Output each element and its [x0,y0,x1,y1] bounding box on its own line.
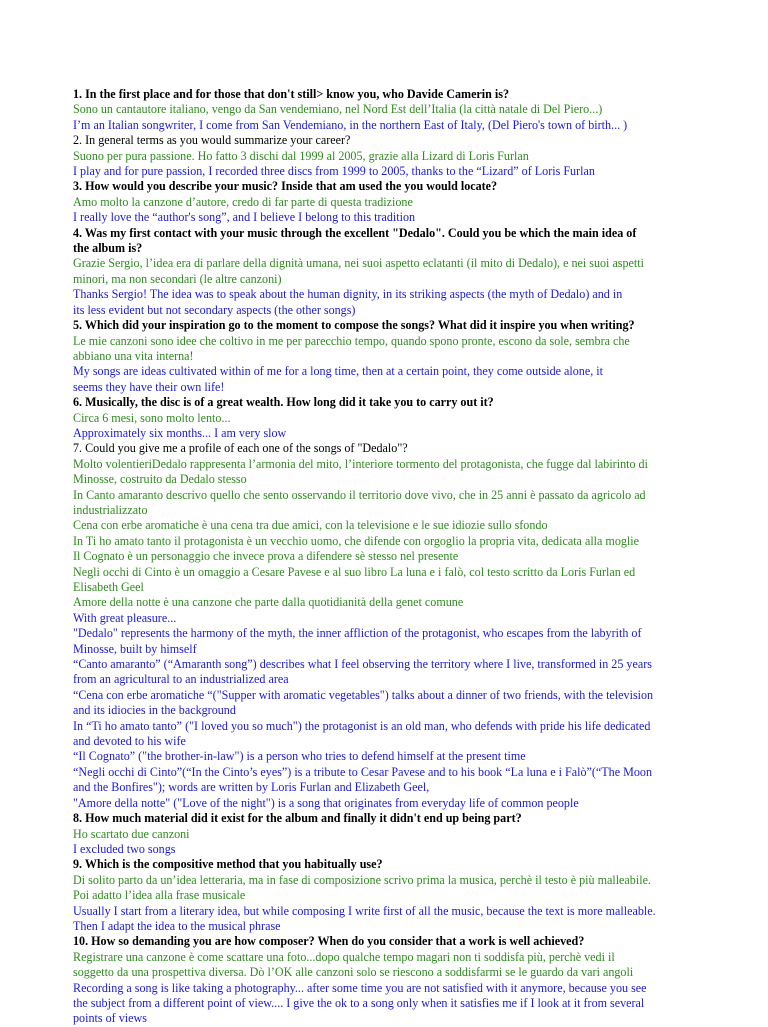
english-answer-line: With great pleasure... [73,610,177,625]
english-answer-line: I’m an Italian songwriter, I come from San Vendemiano, in the northern East of Italy, (Del Piero's town of birth... ) [73,117,628,132]
english-answer-line: My songs are ideas cultivated within of me for a long time, then at a certain point, they come outside alone, it [73,364,603,379]
italian-answer-line: Le mie canzoni sono idee che coltivo in me per parecchio tempo, quando spono pronte, escono da sole, sembra che [73,333,630,348]
english-answer-line: “Il Cognato” ("the brother-in-law") is a person who tries to defend himself at the present time [73,749,526,764]
english-answer-line: and devoted to his wife [73,734,186,749]
question-line: 2. In general terms as you would summarize your career? [73,133,351,148]
question-line: 5. Which did your inspiration go to the moment to compose the songs? What did it inspire you when writing? [73,318,635,333]
question-line: 8. How much material did it exist for the album and finally it didn't end up being part? [73,811,522,826]
english-answer-line: I really love the “author's song”, and I believe I belong to this tradition [73,210,416,225]
italian-answer-line: Circa 6 mesi, sono molto lento... [73,410,231,425]
italian-answer-line: Elisabeth Geel [73,580,144,594]
italian-answer-line: Poi adatto l’idea alla frase musicale [73,888,246,903]
italian-answer-line: In Canto amaranto descrivo quello che sento osservando il territorio dove vivo, che in 25 anni è passato da agricolo ad [73,487,646,502]
italian-answer-line: Molto volentieriDedalo rappresenta l’armonia del mito, l’interiore tormento del protagonista, che fugge dal labirinto di [73,456,648,471]
italian-answer-line: industrializzato [73,502,148,517]
question-line: 9. Which is the compositive method that you habitually use? [73,857,383,872]
italian-answer-line: Cena con erbe aromatiche è una cena tra due amici, con la televisione e le sue idiozie sullo sfondo [73,518,548,533]
english-answer-line: and the Bonfires"); words are written by Loris Furlan and Elizabeth Geel, [73,780,430,795]
italian-answer-line: Grazie Sergio, l’idea era di parlare della dignità umana, nei suoi aspetto eclatanti (il mito di Dedalo), e nei suoi aspetti [73,256,645,271]
english-answer-line: Thanks Sergio! The idea was to speak about the human dignity, in its striking aspects (the myth of Dedalo) and in [73,287,623,302]
italian-answer-line: Di solito parto da un’idea letteraria, ma in fase di composizione scrivo prima la musica, perchè il testo è più malleabile. [73,872,651,887]
question-line: 10. How so demanding you are how composer? When do you consider that a work is well achieved? [73,934,585,949]
english-answer-line: Usually I start from a literary idea, but while composing I write first of all the music, because the text is more malleable. [73,903,656,918]
english-answer-line: "Amore della notte" ("Love of the night") is a song that originates from everyday life of common people [73,795,579,810]
english-answer-line: I excluded two songs [73,841,176,856]
english-answer-line: “Canto amaranto” (“Amaranth song”) describes what I feel observing the territory where I live, transformed in 25 years [73,657,652,672]
italian-answer-line: abbiano una vita interna! [73,348,194,363]
question-line: 3. How would you describe your music? Inside that am used the you would locate? [73,179,498,194]
english-answer-line: Then I adapt the idea to the musical phrase [73,918,281,933]
english-answer-line: its less evident but not secondary aspects (the other songs) [73,302,356,317]
english-answer-line: "Dedalo" represents the harmony of the myth, the inner affliction of the protagonist, who escapes from the labyrith of [73,626,642,641]
english-answer-line: I play and for pure passion, I recorded three discs from 1999 to 2005, thanks to the “Lizard” of Loris Furlan [73,164,595,179]
english-answer-line: seems they have their own life! [73,379,225,394]
english-answer-line: “Cena con erbe aromatiche “("Supper with aromatic vegetables") talks about a dinner of two friends, with the television [73,687,654,702]
english-answer-line: “Negli occhi di Cinto”(“In the Cinto’s eyes”) is a tribute to Cesar Pavese and to his book “La luna e i Falò”(“The Moon [73,764,652,779]
english-answer-line: and its idiocies in the background [73,703,236,718]
english-answer-line: Minosse, built by himself [73,641,197,656]
italian-answer-line: soggetto da una prospettiva diversa. Dò l’OK alle canzoni solo se riescono a soddisfarmi se le guardo da vari angoli [73,965,634,980]
question-line: 4. Was my first contact with your music through the excellent "Dedalo". Could you be which the main idea of [73,225,637,240]
english-answer-line: from an agricultural to an industrialized area [73,672,289,687]
italian-answer-line: Ho scartato due canzoni [73,826,190,841]
english-answer-line: points of views [73,1011,147,1026]
italian-answer-line: Amo molto la canzone d’autore, credo di far parte di questa tradizione [73,194,413,209]
italian-answer-line: Negli occhi di Cinto è un omaggio a Cesare Pavese e al suo libro La luna e i falò, col testo scritto da Loris Furlan ed [73,564,636,579]
question-line: 7. Could you give me a profile of each one of the songs of "Dedalo"? [73,441,408,456]
italian-answer-line: Sono un cantautore italiano, vengo da San vendemiano, nel Nord Est dell’Italia (la città natale di Del Piero...) [73,102,603,117]
english-answer-line: Recording a song is like taking a photography... after some time you are not satisfied with it anymore, because you see [73,980,647,995]
question-line: 1. In the first place and for those that don't still> know you, who Davide Camerin is? [73,87,510,101]
italian-answer-line: Amore della notte è una canzone che parte dalla quotidianità della genet comune [73,595,464,610]
italian-answer-line: Il Cognato è un personaggio che invece prova a difendere sè stesso nel presente [73,549,459,564]
italian-answer-line: Minosse, costruito da Dedalo stesso [73,472,247,487]
document-body [73,87,693,1027]
english-answer-line: Approximately six months... I am very slow [73,425,287,440]
question-line: 6. Musically, the disc is of a great wealth. How long did it take you to carry out it? [73,395,494,410]
italian-answer-line: Registrare una canzone è come scattare una foto...dopo qualche tempo magari non ti soddisfa più, perchè vedi il [73,949,615,964]
italian-answer-line: minori, ma non secondari (le altre canzoni) [73,271,282,286]
italian-answer-line: In Ti ho amato tanto il protagonista è un vecchio uomo, che difende con orgoglio la propria vita, dedicata alla moglie [73,533,640,548]
italian-answer-line: Suono per pura passione. Ho fatto 3 dischi dal 1999 al 2005, grazie alla Lizard di Loris Furlan [73,148,529,163]
english-answer-line: In “Ti ho amato tanto” ("I loved you so much") the protagonist is an old man, who defends with pride his life dedicated [73,718,651,733]
question-line: the album is? [73,241,143,256]
english-answer-line: the subject from a different point of view.... I give the ok to a song only when it satisfies me if I look at it from several [73,995,645,1010]
